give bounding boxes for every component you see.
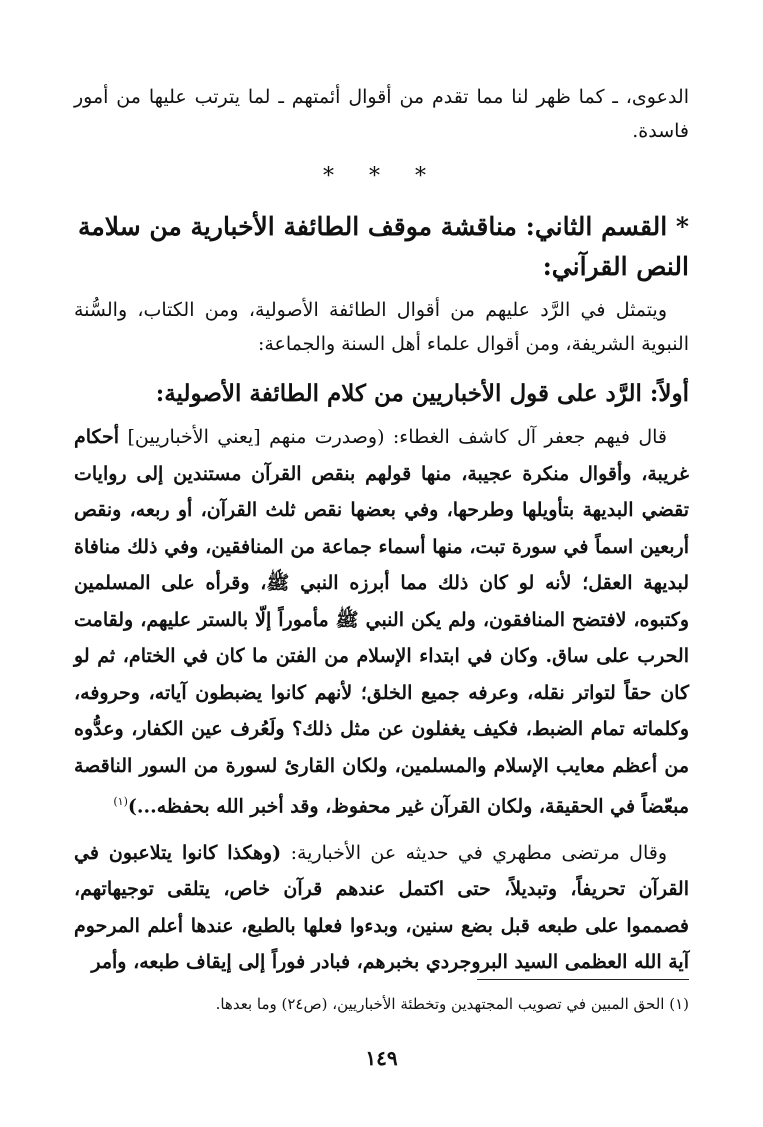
section-separator: * * * [323, 164, 440, 189]
section-intro-paragraph [74, 293, 689, 361]
quote2-body: (وهكذا كانوا يتلاعبون في القرآن تحريفاً، وتبديلاً، حتى اكتمل عندهم قرآن خاص، يتلقى توجيهاتهم، فصمموا على طبعه قبل بضع سنين، وبدءوا فعلها بالطبع، عندها أعلم المرحوم آية الله العظمى السيد البروجردي بخبرهم، فبادر فوراً إلى إيقاف طبعه، وأمر [74, 841, 689, 974]
footnote: (١) الحق المبين في تصويب المجتهدين وتخطئة الأخباريين، (ص٢٤) وما بعدها. [215, 995, 689, 1013]
paragraph-gap [74, 825, 689, 835]
quote1-body: أحكام غريبة، وأقوال منكرة عجيبة، منها قولهم بنقص القرآن مستندين إلى روايات تقضي البديهة بتأويلها وطرحها، وفي بعضها نقص ثلث القرآن، أو ربعه، ونقص أربعين اسماً في سورة تبت، منها أسماء جماعة من المنافقين، وفي ذلك منافاة لبديهة العقل؛ لأنه لو كان ذلك مما أبرزه النبي ﷺ، وقرأه على المسلمين وكتبوه، لافتضح المنافقون، ولم يكن النبي ﷺ مأموراً إلّا بالستر عليهم، ولقامت الحرب على ساق. وكان في ابتداء الإسلام من الفتن ما كان في الختام، ثم لو كان حقاً لتواتر نقله، وعرفه جميع الخلق؛ لأنهم كانوا يضبطون آياته، وحروفه، وكلماته تمام الضبط، فكيف يغفلون عن مثل ذلك؟ ولَعُرف عين الكفار، وعدُّوه من أعظم معايب الإسلام والمسلمين، ولكان القارئ لسورة من السور الناقصة مبعّضاً في الحقيقة، ولكان القرآن غير محفوظ، وقد أخبر الله بحفظه...) [74, 426, 689, 818]
footnote-reference: (١) [113, 795, 128, 808]
section-intro-text: ويتمثل في الرَّد عليهم من أقوال الطائفة الأصولية، ومن الكتاب، والسُّنة النبوية الشريفة، ومن أقوال علماء أهل السنة والجماعة: [74, 299, 689, 355]
page-number: ١٤٩ [365, 1046, 398, 1070]
subsection-heading: أولاً: الرَّد على قول الأخباريين من كلام الطائفة الأصولية: [155, 380, 689, 407]
quote-paragraph-2 [74, 835, 689, 981]
quote2-lead: وقال مرتضى مطهري في حديثه عن الأخبارية: [290, 841, 668, 864]
footnote-divider [477, 979, 689, 980]
section-heading: * القسم الثاني: مناقشة موقف الطائفة الأخبارية من سلامة النص القرآني: [78, 212, 689, 281]
quote-paragraph-1 [74, 419, 689, 825]
intro-paragraph: الدعوى، ـ كما ظهر لنا مما تقدم من أقوال أئمتهم ـ لما يترتب عليها من أمور فاسدة. [74, 86, 689, 142]
quote1-lead: قال فيهم جعفر آل كاشف الغطاء: (وصدرت منهم [يعني الأخباريين] [127, 426, 668, 448]
